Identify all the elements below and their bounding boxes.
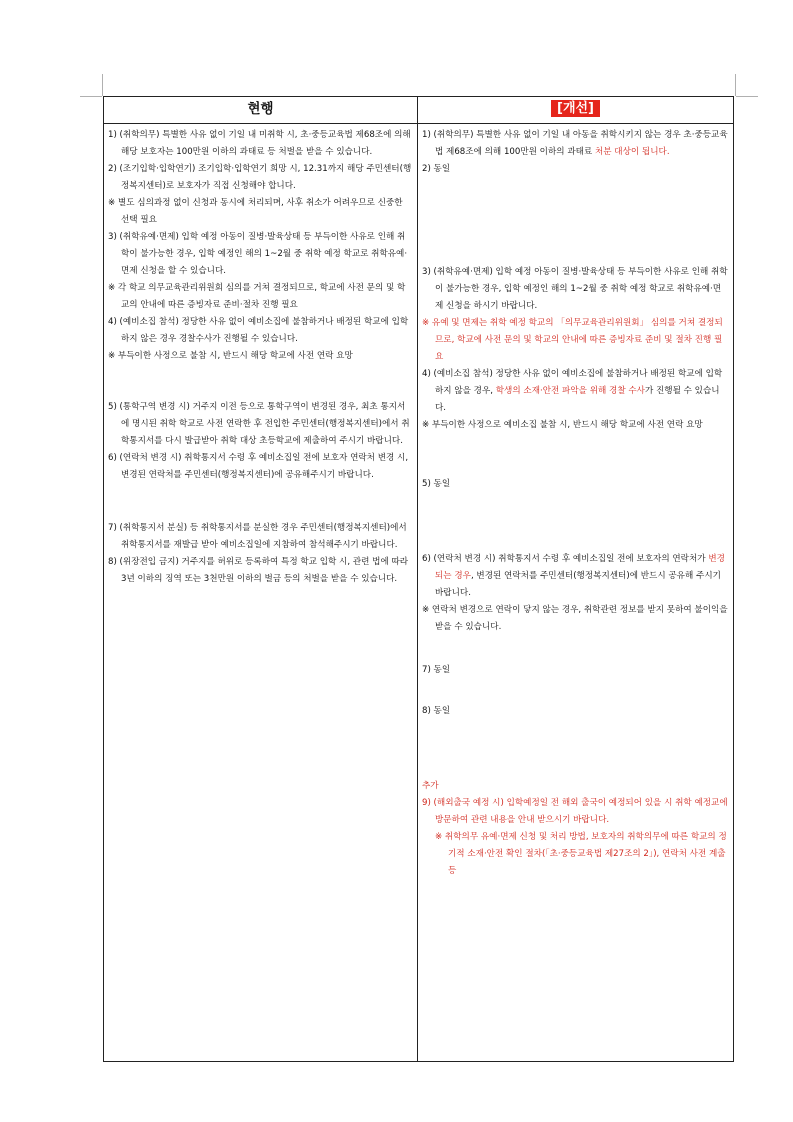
current-item-1: 1) (취학의무) 특별한 사유 없이 기일 내 미취학 시, 초·중등교육법 제68조에 의해 해당 보호자는 100만원 이하의 과태료 등 처벌을 받을 수 있습니다. xyxy=(108,130,411,157)
revised-header xyxy=(418,97,734,124)
revised-note-6: ※ 연락처 변경으로 연락이 닿지 않는 경우, 취학관련 정보를 받지 못하여 불이익을 받을 수 있습니다. xyxy=(422,605,728,632)
crop-mark-top-left-v xyxy=(102,74,103,96)
revised-item-3: 3) (취학유예·면제) 입학 예정 아동이 질병·발육상태 등 부득이한 사유로 인해 취학이 불가능한 경우, 입학 예정인 해의 1~2월 중 취학 예정 학교로 취학유예·면제 신청을 하시기 바랍니다. xyxy=(422,267,728,311)
current-item-4: 4) (예비소집 참석) 정당한 사유 없이 예비소집에 불참하거나 배정된 학교에 입학하지 않은 경우 경찰수사가 진행될 수 있습니다. xyxy=(108,317,409,344)
current-note-4: ※ 부득이한 사정으로 불참 시, 반드시 해당 학교에 사전 연락 요망 xyxy=(108,351,353,361)
current-header: 현행 xyxy=(104,97,418,124)
revised-note-3: ※ 유예 및 면제는 취학 예정 학교의 「의무교육관리위원회」 심의를 거쳐 결정되므로, 학교에 사전 문의 및 학교의 안내에 따른 증빙자료 준비 및 절차 진행 필요 xyxy=(422,318,723,362)
current-note-2: ※ 별도 심의과정 없이 신청과 동시에 처리되며, 사후 취소가 어려우므로 신중한 선택 필요 xyxy=(108,198,403,225)
revised-note-9: ※ 취학의무 유예·면제 신청 및 처리 방법, 보호자의 취학의무에 따른 학교의 정기적 소재·안전 확인 절차(「초·중등교육법 제27조의 2」), 연락처 사전 계출 등 xyxy=(435,832,727,876)
revised-item-1: 1) (취학의무) 특별한 사유 없이 기일 내 아동을 취학시키지 않는 경우 초·중등교육법 제68조에 의해 100만원 이하의 과태료 처분 대상이 됩니다. xyxy=(422,130,728,157)
current-item-6: 6) (연락처 변경 시) 취학통지서 수령 후 예비소집일 전에 보호자 연락처 변경 시, 변경된 연락처를 주민센터(행정복지센터)에 공유해주시기 바랍니다. xyxy=(108,453,409,480)
crop-mark-top-right-h xyxy=(736,96,758,97)
current-item-5: 5) (통학구역 변경 시) 거주지 이전 등으로 통학구역이 변경된 경우, 최초 통지서에 명시된 취학 학교로 사전 연락한 후 전입한 주민센터(행정복지센터)에서 취학통지서를 다시 발급받아 취학 대상 초등학교에 제출하여 주시기 바랍니다. xyxy=(108,402,410,446)
current-item-8: 8) (위장전입 금지) 거주지를 허위로 등록하여 특정 학교 입학 시, 관련 법에 따라 3년 이하의 징역 또는 3천만원 이하의 벌금 등의 처벌을 받을 수 있습니다. xyxy=(108,557,409,584)
revised-item-2: 2) 동일 xyxy=(422,164,451,174)
content-row xyxy=(104,124,734,1062)
revised-item-8: 8) 동일 xyxy=(422,706,451,716)
revised-item-9: 9) (해외출국 예정 시) 입학예정일 전 해외 출국이 예정되어 있을 시 취학 예정교에 방문하여 관련 내용을 안내 받으시기 바랍니다. xyxy=(422,798,728,825)
current-item-3: 3) (취학유예·면제) 입학 예정 아동이 질병·발육상태 등 부득이한 사유로 인해 취학이 불가능한 경우, 입학 예정인 해의 1~2월 중 취학 예정 학교로 취학유예·면제 신청을 할 수 있습니다. xyxy=(108,232,408,276)
header-row xyxy=(104,97,734,124)
revised-item-4: 4) (예비소집 참석) 정당한 사유 없이 예비소집에 불참하거나 배정된 학교에 입학하지 않을 경우, 학생의 소재·안전 파악을 위해 경찰 수사가 진행될 수 있습니다. xyxy=(422,369,723,413)
revised-item-6-highlight: 변경되는 경우 xyxy=(435,554,725,581)
current-item-7: 7) (취학통지서 분실) 등 취학통지서를 분실한 경우 주민센터(행정복지센터)에서 취학통지서를 재발급 받아 예비소집일에 지참하여 참석해주시기 바랍니다. xyxy=(108,523,407,550)
revised-item-5: 5) 동일 xyxy=(422,479,451,489)
current-column xyxy=(104,124,418,1062)
revised-added-label: 추가 xyxy=(422,781,439,791)
revised-column xyxy=(418,124,734,1062)
crop-mark-top-left-h xyxy=(80,96,102,97)
revised-item-4-highlight: 학생의 소재·안전 파악을 위해 경찰 수사 xyxy=(495,386,645,396)
current-note-3: ※ 각 학교 의무교육관리위원회 심의를 거쳐 결정되므로, 학교에 사전 문의 및 학교의 안내에 따른 증빙자료 준비·절차 진행 필요 xyxy=(108,283,406,310)
crop-mark-top-right-v xyxy=(735,74,736,96)
revised-item-1-highlight: 처분 대상이 됩니다. xyxy=(594,147,670,157)
revised-note-4: ※ 부득이한 사정으로 예비소집 불참 시, 반드시 해당 학교에 사전 연락 요망 xyxy=(422,420,703,430)
revised-item-7: 7) 동일 xyxy=(422,665,451,675)
revised-item-6: 6) (연락처 변경 시) 취학통지서 수령 후 예비소집일 전에 보호자의 연락처가 변경되는 경우, 변경된 연락처를 주민센터(행정복지센터)에 반드시 공유해 주시기 바랍니다. xyxy=(422,554,725,598)
revised-tag: [개선] xyxy=(551,100,600,117)
current-item-2: 2) (조기입학·입학연기) 조기입학·입학연기 희망 시, 12.31까지 해당 주민센터(행정복지센터)로 보호자가 직접 신청해야 합니다. xyxy=(108,164,412,191)
comparison-table xyxy=(103,96,734,1062)
